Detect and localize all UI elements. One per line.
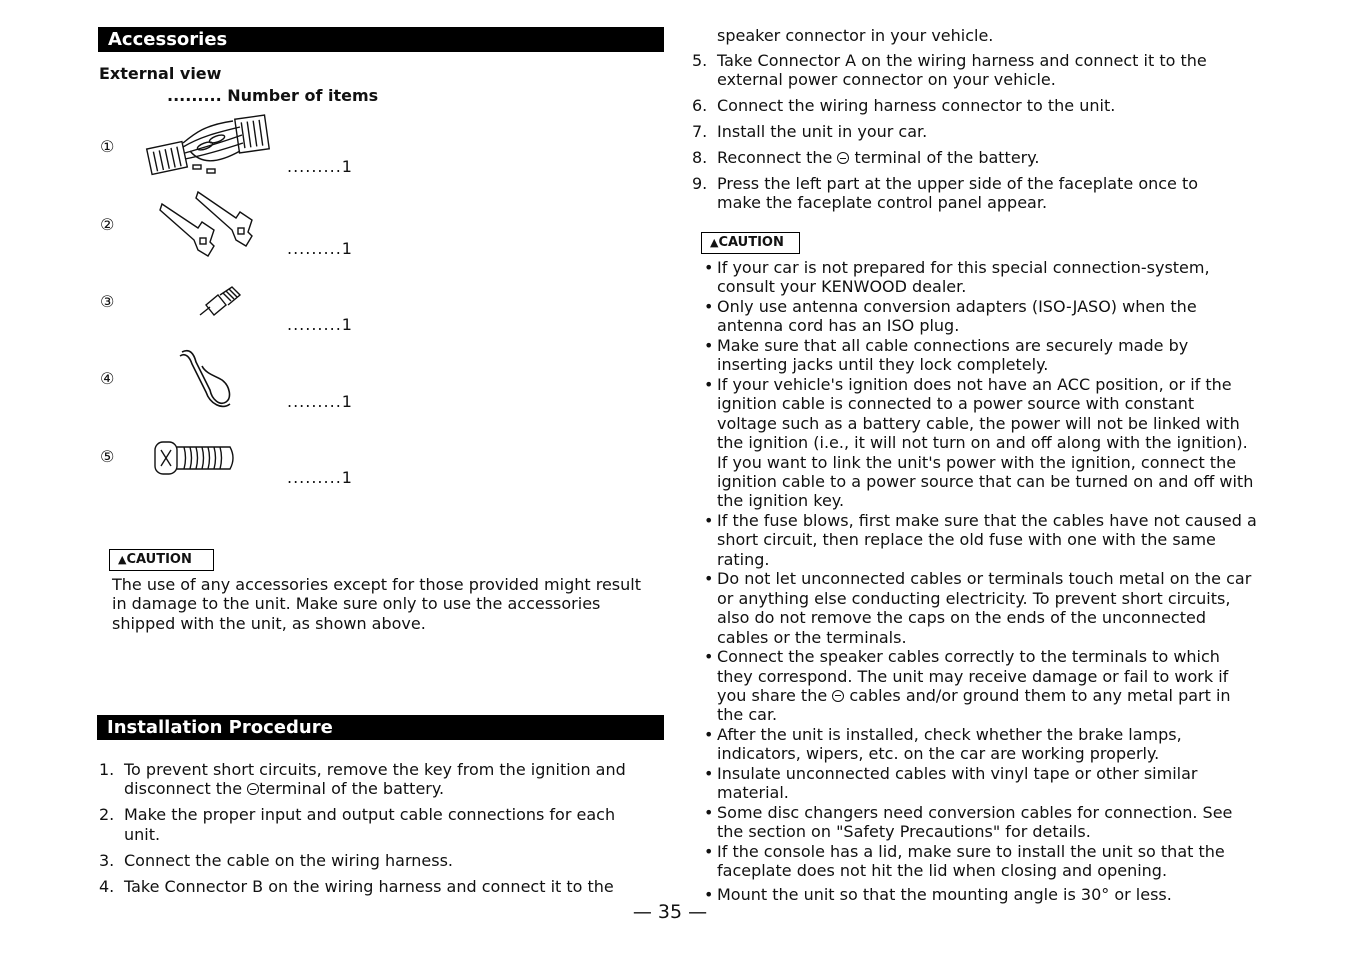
step-text: terminal of the battery. xyxy=(259,779,445,799)
step-text: Press the left part at the upper side of the faceplate once to make the faceplate control panel appear. xyxy=(717,174,1199,213)
item-marker-1: ① xyxy=(100,137,115,156)
list-item: • Mount the unit so that the mounting angle is 30° or less. xyxy=(704,884,1172,904)
list-item-text: Make sure that all cable connections are securely made by inserting jacks until they lock completely. xyxy=(717,335,1189,375)
list-item: • If the console has a lid, make sure to install the unit so that the faceplate does not hit the lid when closing and opening. xyxy=(704,841,1225,881)
list-item: • If your car is not prepared for this special connection-system, consult your KENWOOD dealer. xyxy=(704,258,1210,297)
step-text: Take Connector A on the wiring harness and connect it to the external power connector on your vehicle. xyxy=(717,51,1207,90)
step-number: 2. xyxy=(99,805,115,825)
step-number: 3. xyxy=(99,850,115,870)
step-item xyxy=(692,96,1237,115)
list-item-text: Do not let unconnected cables or terminals touch metal on the car or anything else conducting electricity. To prevent short circuits, also do not remove the caps on the ends of the unconnected cables or the terminals. xyxy=(717,569,1252,647)
item-marker-5: ⑤ xyxy=(100,447,115,466)
accessories-caution-text: The use of any accessories except for those provided might result in damage to the unit. Make sure only to use the accessories shipped with the unit, as shown above. xyxy=(112,575,641,633)
list-item-text: cables and/or ground them to any metal part in the car. xyxy=(717,685,1231,725)
step-item xyxy=(99,877,644,896)
minus-terminal-icon xyxy=(832,690,844,702)
warning-icon: ▲ xyxy=(710,236,719,249)
list-item: • Make sure that all cable connections are securely made by inserting jacks until they lock completely. xyxy=(704,335,1189,375)
list-item-text: Mount the unit so that the mounting angle is 30° or less. xyxy=(717,884,1172,904)
installation-caution-list xyxy=(704,258,1257,904)
caution-label: CAUTION xyxy=(126,552,192,567)
list-item-text: If the fuse blows, first make sure that the cables have not caused a short circuit, then replace the old fuse with one with the same rating. xyxy=(717,510,1257,569)
item-quantity-2: .........1 xyxy=(287,239,353,258)
screw-icon xyxy=(152,439,238,477)
accessories-heading: Accessories xyxy=(98,27,664,52)
list-item-text: Connect the speaker cables correctly to the terminals to which they correspond. The unit may receive damage or fail to work if you share the xyxy=(717,647,1229,705)
antenna-adapter-icon xyxy=(196,283,246,323)
item-quantity-3: .........1 xyxy=(287,315,353,334)
step-item xyxy=(692,174,1237,213)
list-item-text: If the console has a lid, make sure to install the unit so that the faceplate does not hit the lid when closing and opening. xyxy=(717,841,1225,881)
external-view-label: External view xyxy=(99,64,222,83)
caution-badge-accessories xyxy=(109,549,214,571)
item-quantity-4: .........1 xyxy=(287,392,353,411)
step-item xyxy=(99,851,644,870)
step-number: 8. xyxy=(692,148,708,168)
caution-label: CAUTION xyxy=(718,235,784,250)
step-number: 1. xyxy=(99,760,115,779)
list-item: • After the unit is installed, check whether the brake lamps, indicators, wipers, etc. on the car are working properly. xyxy=(704,724,1182,764)
list-item: • Only use antenna conversion adapters (ISO-JASO) when the antenna cord has an ISO plug. xyxy=(704,296,1197,336)
list-item-text: After the unit is installed, check whether the brake lamps, indicators, wipers, etc. on the car are working properly. xyxy=(717,724,1182,764)
minus-terminal-icon xyxy=(247,783,259,795)
step-number: 9. xyxy=(692,174,708,194)
list-item-text: Only use antenna conversion adapters (ISO-JASO) when the antenna cord has an ISO plug. xyxy=(717,296,1197,336)
list-item: • If your vehicle's ignition does not have an ACC position, or if the ignition cable is connected to a power source with constant voltage such as a battery cable, the power will not be linked with the ignition (i.e., it will not turn on and off along with the ignition). If you want to link the unit's power with the ignition, connect the ignition cable to a power source that can be turned on and off with the ignition key. xyxy=(704,374,1254,511)
item-marker-4: ④ xyxy=(100,369,115,388)
step-number: 6. xyxy=(692,96,708,116)
step-item xyxy=(692,122,1237,141)
step-text: Reconnect the xyxy=(717,148,838,168)
item-quantity-5: .........1 xyxy=(287,468,353,487)
installation-steps-left xyxy=(99,760,644,902)
step-item xyxy=(692,148,1237,167)
installation-steps-right xyxy=(692,51,1237,219)
step-number: 7. xyxy=(692,122,708,142)
list-item: • If the fuse blows, first make sure that the cables have not caused a short circuit, then replace the old fuse with one with the same rating. xyxy=(704,510,1257,569)
step-text: Connect the cable on the wiring harness. xyxy=(124,850,453,870)
step-item xyxy=(99,805,644,844)
step-item xyxy=(692,51,1237,90)
list-item-text: Some disc changers need conversion cables for connection. See the section on "Safety Precautions" for details. xyxy=(717,802,1233,842)
step-number: 5. xyxy=(692,51,708,70)
page-number: — 35 — xyxy=(632,901,708,923)
installation-heading: Installation Procedure xyxy=(97,715,664,740)
step-number: 4. xyxy=(99,876,115,896)
item-quantity-1: .........1 xyxy=(287,157,353,176)
minus-terminal-icon xyxy=(837,152,849,164)
list-item-text: Insulate unconnected cables with vinyl tape or other similar material. xyxy=(717,763,1198,803)
list-item-text: If your vehicle's ignition does not have an ACC position, or if the ignition cable is connected to a power source with constant voltage such as a battery cable, the power will not be linked with the ignition (i.e., it will not turn on and off along with the ignition). If you want to link the unit's power with the ignition, connect the ignition cable to a power source that can be turned on and off with the ignition key. xyxy=(717,374,1254,511)
list-item: • Connect the speaker cables correctly to the terminals to which they correspond. The unit may receive damage or fail to work if you share the cables and/or ground them to any metal part in the car. xyxy=(704,647,1231,725)
warning-icon: ▲ xyxy=(118,553,127,566)
caution-badge-installation xyxy=(701,232,800,254)
step-text: Make the proper input and output cable connections for each unit. xyxy=(124,805,616,844)
step-text: Connect the wiring harness connector to the unit. xyxy=(717,96,1116,116)
step-item xyxy=(99,760,644,799)
wiring-harness-icon xyxy=(145,113,275,183)
list-item-text: If your car is not prepared for this special connection-system, consult your KENWOOD dealer. xyxy=(717,258,1210,297)
step-text: Install the unit in your car. xyxy=(717,122,928,142)
list-item: • Some disc changers need conversion cables for connection. See the section on "Safety Precautions" for details. xyxy=(704,802,1233,842)
item-marker-3: ③ xyxy=(100,292,115,311)
step-text: Take Connector B on the wiring harness and connect it to the xyxy=(124,876,614,896)
item-marker-2: ② xyxy=(100,215,115,234)
step-text: terminal of the battery. xyxy=(849,148,1040,168)
list-item: • Do not let unconnected cables or terminals touch metal on the car or anything else conducting electricity. To prevent short circuits, also do not remove the caps on the ends of the unconnected cables or the terminals. xyxy=(704,569,1252,647)
release-keys-icon xyxy=(158,190,268,260)
hook-icon xyxy=(176,346,236,410)
step-4-continuation: speaker connector in your vehicle. xyxy=(717,26,994,45)
step-text: To prevent short circuits, remove the key from the ignition and disconnect the xyxy=(124,760,626,799)
number-of-items-label: ......... Number of items xyxy=(167,86,379,105)
list-item: • Insulate unconnected cables with vinyl tape or other similar material. xyxy=(704,763,1198,803)
